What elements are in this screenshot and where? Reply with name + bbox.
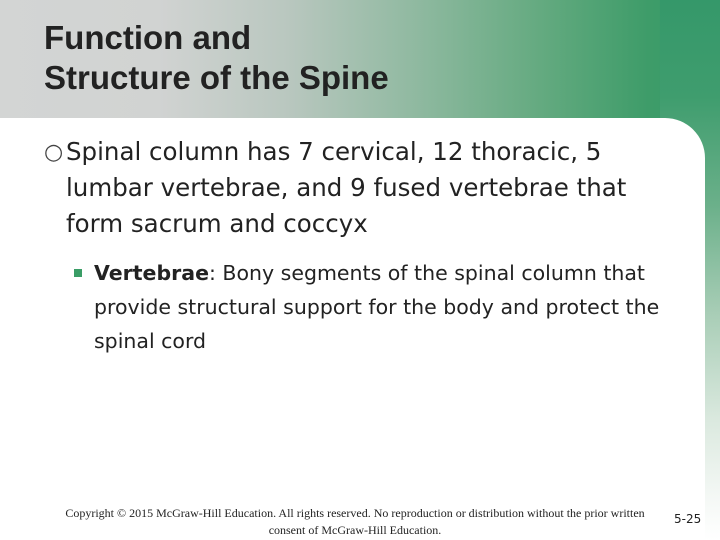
sub-bullet-term: Vertebrae xyxy=(94,261,209,285)
bullet-text: Spinal column has 7 cervical, 12 thoracic, 5 lumbar vertebrae, and 9 fused vertebrae that form sacrum and coccyx xyxy=(66,137,627,238)
bullet-list xyxy=(44,134,684,358)
sub-bullet-item xyxy=(72,256,684,358)
hollow-circle-bullet-icon: ○ xyxy=(44,140,64,165)
slide-title xyxy=(44,18,389,98)
slide-title-line-1: Function and xyxy=(44,19,252,56)
bullet-item xyxy=(44,134,684,242)
slide-number: 5-25 xyxy=(674,512,702,526)
slide-title-line-2: Structure of the Spine xyxy=(44,59,389,96)
square-bullet-icon xyxy=(74,269,82,277)
sub-bullet-text: : Bony segments of the spinal column that provide structural support for the body and protect the spinal cord xyxy=(94,261,660,353)
copyright-notice: Copyright © 2015 McGraw-Hill Education. All rights reserved. No reproduction or distribution without the prior written consent of McGraw-Hill Education. xyxy=(65,506,645,537)
